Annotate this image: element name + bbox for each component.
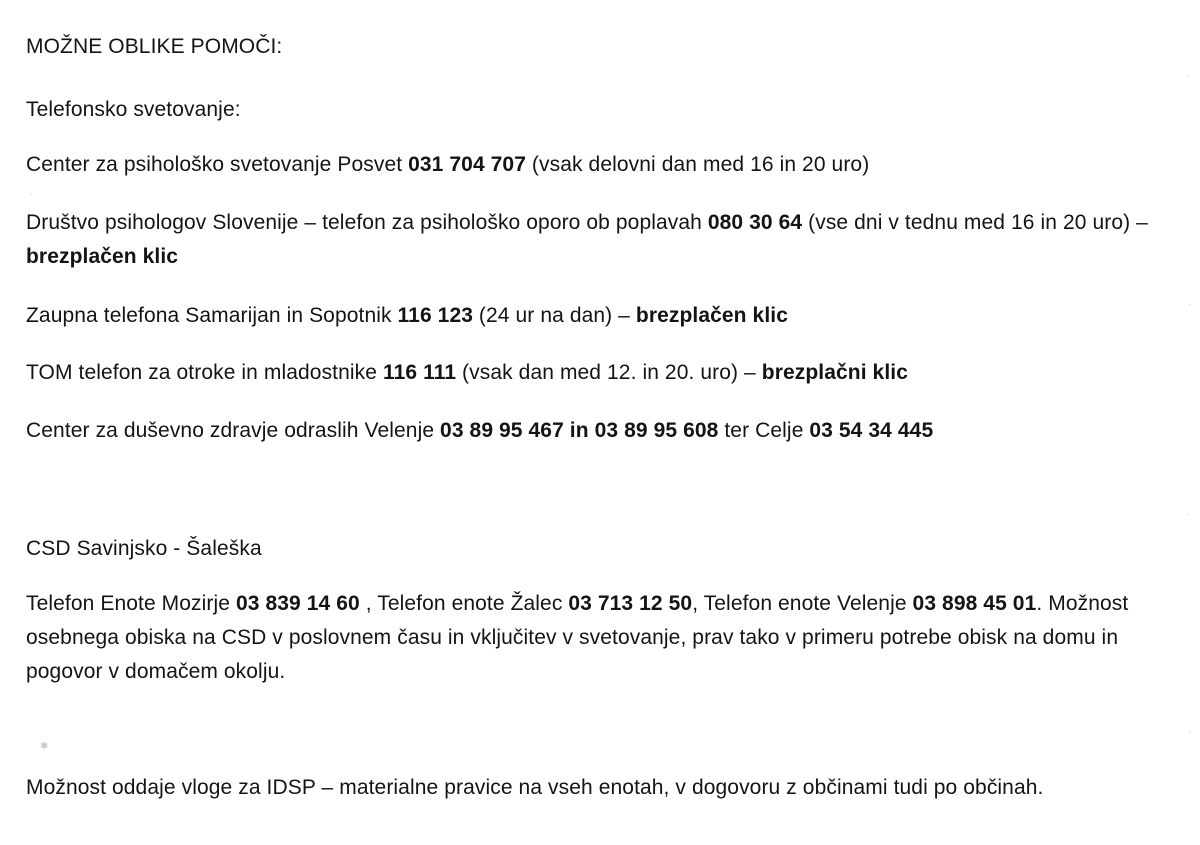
phone-section-title: Telefonsko svetovanje:: [26, 98, 241, 121]
entry-czdz-celje: ter Celje: [718, 419, 810, 442]
csd-text-4: . Možnost osebnega obiska na CSD v poslovnem času in vključitev v svetovanje, prav tako v primeru potrebe obisk na domu in pogovor v domačem okolju.: [26, 592, 1129, 683]
csd-text-1: Telefon Enote Mozirje: [26, 592, 236, 615]
entry-tom-hours: (vsak dan med 12. in 20. uro) –: [456, 361, 762, 384]
entry-czdz-number-2: 03 89 95 608: [594, 419, 719, 442]
entry-czdz-number-3: 03 54 34 445: [809, 419, 934, 442]
entry-tom-number: 116 111: [382, 361, 457, 384]
csd-text-3: , Telefon enote Velenje: [692, 592, 913, 615]
scan-speck: ·: [1186, 509, 1190, 520]
entry-samarijan-number: 116 123: [397, 304, 473, 327]
entry-samarijan-free: brezplačen klic: [635, 304, 788, 327]
entry-dps-text: Društvo psihologov Slovenije – telefon za psihološko oporo ob poplavah: [26, 211, 708, 234]
entry-posvet-number: 031 704 707: [408, 153, 526, 176]
heading: MOŽNE OBLIKE POMOČI:: [26, 35, 283, 58]
entry-tom-text: TOM telefon za otroke in mladostnike: [26, 361, 383, 384]
scan-speck: ·: [1188, 299, 1192, 310]
entry-czdz-and: in: [563, 419, 595, 442]
entry-tom: [26, 356, 1180, 390]
csd-paragraph: [26, 587, 1186, 689]
idsp-paragraph: Možnost oddaje vloge za IDSP – materialne pravice na vseh enotah, v dogovoru z občinami tudi po občinah.: [26, 776, 1044, 799]
entry-tom-free: brezplačni klic: [761, 361, 908, 384]
entry-samarijan-text: Zaupna telefona Samarijan in Sopotnik: [26, 304, 398, 327]
entry-samarijan-hours: (24 ur na dan) –: [473, 304, 636, 327]
entry-czdz-text: Center za duševno zdravje odraslih Velenje: [26, 419, 441, 442]
entry-czdz-number-1: 03 89 95 467: [440, 419, 564, 442]
entry-samarijan: [26, 299, 1180, 333]
scan-speck: ·: [30, 189, 34, 200]
scan-speck: ·: [1188, 727, 1192, 738]
entry-posvet-hours: (vsak delovni dan med 16 in 20 uro): [526, 153, 870, 176]
entry-czdz: [26, 414, 1180, 448]
csd-number-mozirje: 03 839 14 60: [235, 592, 360, 615]
entry-dps: [26, 206, 1186, 274]
csd-text-2: , Telefon enote Žalec: [359, 592, 569, 615]
csd-number-velenje: 03 898 45 01: [912, 592, 1037, 615]
entry-dps-free: brezplačen klic: [26, 245, 179, 268]
entry-dps-number: 080 30 64: [707, 211, 803, 234]
csd-title: CSD Savinjsko - Šaleška: [26, 537, 262, 560]
scan-speck: ✱: [40, 741, 49, 752]
entry-dps-hours: (vse dni v tednu med 16 in 20 uro) –: [802, 211, 1148, 234]
scan-speck: ·: [1186, 71, 1190, 82]
entry-posvet: [26, 148, 1180, 182]
csd-number-zalec: 03 713 12 50: [568, 592, 693, 615]
entry-posvet-text: Center za psihološko svetovanje Posvet: [26, 153, 409, 176]
